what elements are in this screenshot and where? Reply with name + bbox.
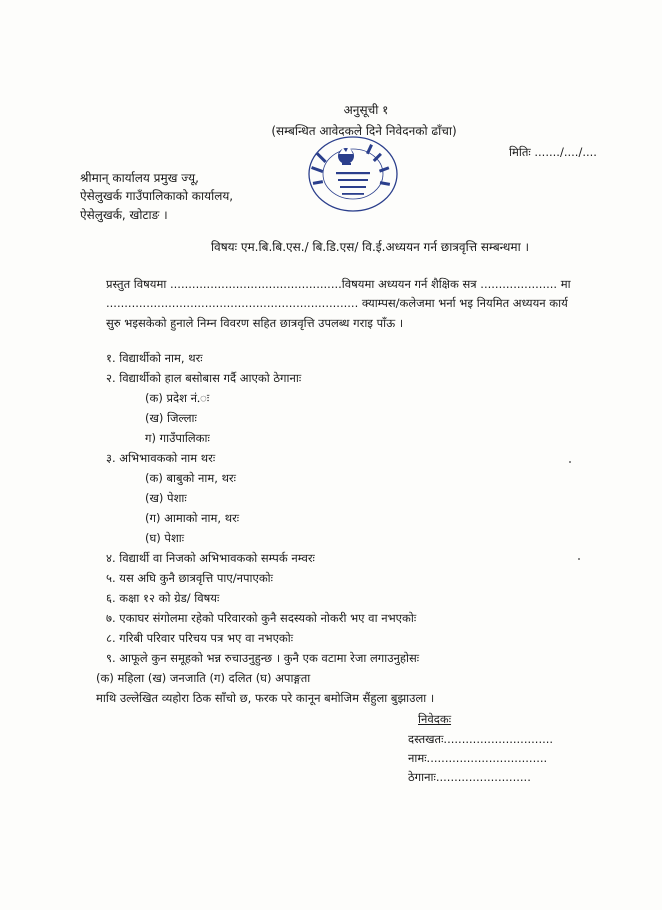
- applicant-name: नामः.................................: [408, 751, 548, 765]
- recipient-line-2: ऐसेलुखर्क गाउँपालिकाको कार्यालय,: [80, 189, 234, 203]
- item-grade-12: ६. कक्षा १२ को ग्रेड/ विषयः: [106, 591, 220, 605]
- date-field: मितिः ......./..../....: [509, 145, 597, 159]
- body-line-1: प्रस्तुत विषयमा ...............................................विषयमा अध्ययन गर्न शैक्षिक सत्र ..................... मा: [106, 277, 571, 291]
- item-contact-number: ४. विद्यार्थी वा निजको अभिभावकको सम्पर्क नम्वरः: [106, 551, 315, 565]
- schedule-title: अनुसूची १: [343, 103, 389, 117]
- item-address-district: (ख) जिल्लाः: [145, 411, 197, 425]
- item-student-name: १. विद्यार्थीको नाम, थरः: [106, 351, 203, 365]
- item-guardian: ३. अभिभावकको नाम थरः: [106, 451, 216, 465]
- scan-speck: [578, 558, 580, 560]
- item-father-name: (क) बाबुको नाम, थरः: [145, 471, 236, 485]
- declaration-text: माथि उल्लेखित व्यहोरा ठिक साँचो छ, फरक परे कानून बमोजिम सैंहुला बुझाउला ।: [96, 691, 435, 705]
- item-group-options: (क) महिला (ख) जनजाति (ग) दलित (घ) अपाङ्गता: [96, 671, 311, 685]
- item-family-employment: ७. एकाघर संगोलमा रहेको परिवारको कुनै सदस्यको नोकरी भए वा नभएकोः: [106, 611, 417, 625]
- item-address: २. विद्यार्थीको हाल बसोबास गर्दै आएको ठेगानाः: [106, 371, 302, 385]
- item-address-province: (क) प्रदेश नं.ः: [145, 391, 210, 405]
- item-previous-scholarship: ५. यस अघि कुनै छात्रवृत्ति पाए/नपाएकोः: [106, 571, 273, 585]
- applicant-heading: निवेदकः: [418, 712, 452, 726]
- item-mother-occupation: (घ) पेशाः: [145, 531, 185, 545]
- scan-speck: [569, 461, 571, 463]
- body-line-3: सुरु भइसकेको हुनाले निम्न विवरण सहित छात्रवृत्ति उपलब्ध गराइ पाँऊ ।: [106, 316, 404, 330]
- body-line-2: ..................................................................... क्याम्पस/कलेजमा भर्ना भइ नियमित अध्ययन कार्य: [106, 296, 568, 310]
- item-group-preference: ९. आफूले कुन समूहको भन्न रुचाउनुहुन्छ । कुनै एक वटामा रेजा लगाउनुहोसः: [106, 651, 420, 665]
- recipient-line-3: ऐसेलुखर्क, खोटाङ ।: [80, 208, 168, 222]
- schedule-subtitle: (सम्बन्धित आवेदकले दिने निवेदनको ढाँचा): [271, 124, 457, 138]
- item-address-municipality: ग) गाउँपालिकाः: [145, 431, 210, 445]
- office-seal: [306, 134, 401, 214]
- office-seal-graphic: [306, 134, 401, 214]
- applicant-signature: दस्तखतः..............................: [408, 732, 554, 746]
- item-mother-name: (ग) आमाको नाम, थरः: [145, 511, 240, 525]
- item-father-occupation: (ख) पेशाः: [145, 491, 187, 505]
- subject-line: विषयः एम.बि.बि.एस./ बि.डि.एस/ वि.ई.अध्ययन गर्न छात्रवृत्ति सम्बन्धमा ।: [210, 240, 530, 254]
- item-poverty-card: ८. गरिबी परिवार परिचय पत्र भए वा नभएकोः: [106, 631, 294, 645]
- recipient-line-1: श्रीमान् कार्यालय प्रमुख ज्यू,: [80, 171, 199, 185]
- applicant-address: ठेगानाः..........................: [408, 770, 531, 784]
